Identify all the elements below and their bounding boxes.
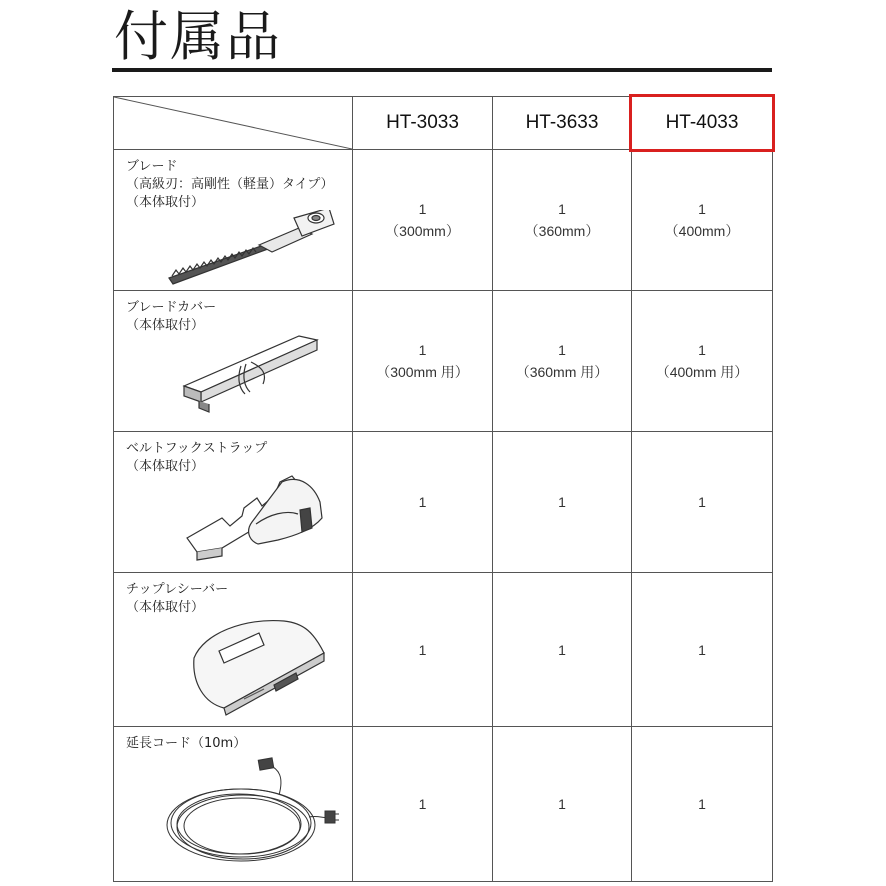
qty-cell: 1 (632, 573, 773, 727)
qty-cell: 1 (632, 432, 773, 573)
model-header-ht-4033 (632, 97, 773, 150)
qty-cell: 1 (493, 573, 632, 727)
item-name: ベルトフックストラップ （本体取付） (126, 441, 268, 474)
item-name: チップレシーバー （本体取付） (126, 582, 229, 615)
model-header-ht-4033-label: HT-4033 (665, 112, 739, 133)
qty-cell: 1 （300mm 用） (353, 291, 493, 432)
qty-cell: 1 （360mm 用） (493, 291, 632, 432)
table-row (114, 150, 773, 291)
item-name: 延長コード（10m） (126, 736, 247, 751)
qty-cell: 1 （400mm 用） (632, 291, 773, 432)
qty-cell: 1 (493, 432, 632, 573)
item-name: ブレードカバー （本体取付） (126, 300, 217, 333)
item-cell-belt-hook-strap (114, 432, 353, 573)
accessories-table (113, 96, 773, 882)
item-cell-blade-cover (114, 291, 353, 432)
model-header-ht-3033: HT-3033 (353, 97, 493, 150)
item-name: ブレード （高級刃：高剛性（軽量）タイプ） （本体取付） (126, 159, 334, 210)
item-cell-extension-cord (114, 727, 353, 882)
table-row (114, 573, 773, 727)
qty-cell: 1 （400mm） (632, 150, 773, 291)
qty-cell: 1 (632, 727, 773, 882)
qty-cell: 1 (493, 727, 632, 882)
chip-receiver-icon (184, 613, 334, 718)
title-rule (112, 68, 772, 72)
blade-cover-icon (179, 326, 329, 426)
qty-cell: 1 (353, 432, 493, 573)
item-cell-chip-receiver (114, 573, 353, 727)
extension-cord-icon (159, 757, 339, 872)
corner-cell (114, 97, 353, 150)
blade-icon (164, 210, 344, 285)
header-row (114, 97, 773, 150)
table-row (114, 432, 773, 573)
table-row (114, 727, 773, 882)
table-row (114, 291, 773, 432)
item-cell-blade (114, 150, 353, 291)
qty-cell: 1 （360mm） (493, 150, 632, 291)
belt-hook-strap-icon (182, 468, 332, 568)
page-title: 付属品 (114, 5, 282, 68)
qty-cell: 1 (353, 573, 493, 727)
qty-cell: 1 (353, 727, 493, 882)
model-header-ht-3633: HT-3633 (493, 97, 632, 150)
qty-cell: 1 （300mm） (353, 150, 493, 291)
